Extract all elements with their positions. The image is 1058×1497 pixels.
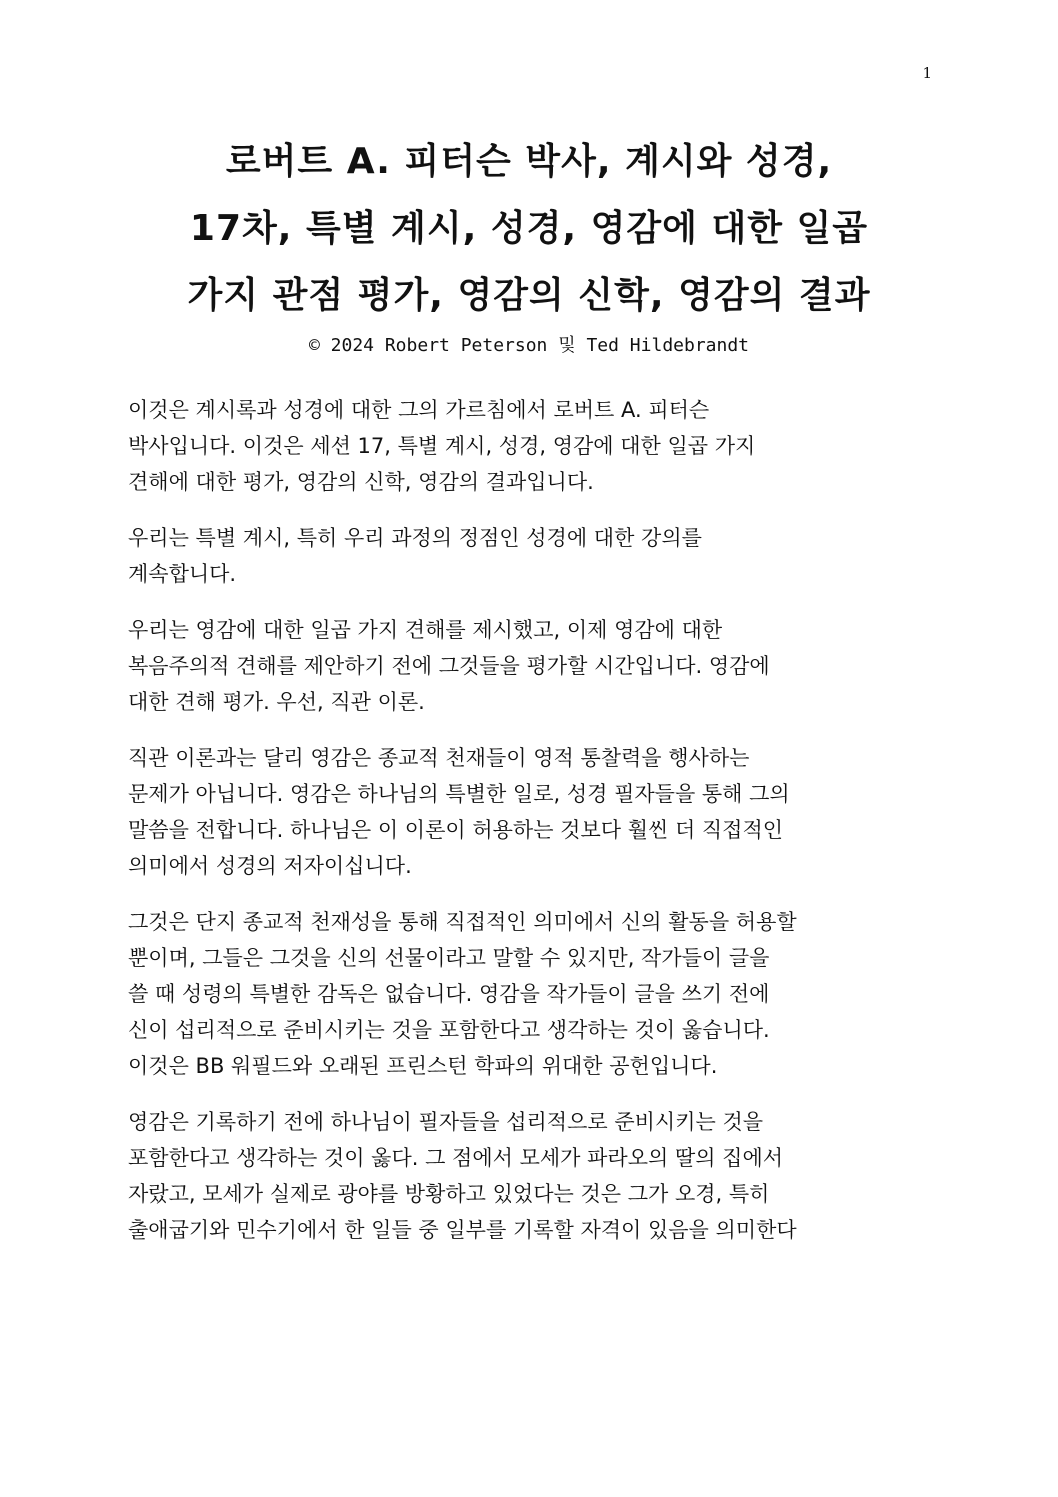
copyright-line: © 2024 Robert Peterson 및 Ted Hildebrandt <box>308 335 750 356</box>
title-line: 가지 관점 평가, 영감의 신학, 영감의 결과 <box>187 275 871 316</box>
paragraph-line: 우리는 특별 계시, 특히 우리 과정의 정점인 성경에 대한 강의를 <box>128 526 702 550</box>
paragraph-line: 대한 견해 평가. 우선, 직관 이론. <box>128 690 425 714</box>
paragraph-line: 직관 이론과는 달리 영감은 종교적 천재들이 영적 통찰력을 행사하는 <box>128 746 750 770</box>
paragraph-line: 쓸 때 성령의 특별한 감독은 없습니다. 영감을 작가들이 글을 쓰기 전에 <box>128 982 770 1006</box>
paragraph-line: 이것은 BB 워필드와 오래된 프린스턴 학파의 위대한 공헌입니다. <box>128 1054 718 1078</box>
paragraph-line: 이것은 계시록과 성경에 대한 그의 가르침에서 로버트 A. 피터슨 <box>128 398 710 422</box>
paragraph-line: 신이 섭리적으로 준비시키는 것을 포함한다고 생각하는 것이 옳습니다. <box>128 1018 770 1042</box>
paragraph-line: 영감은 기록하기 전에 하나님이 필자들을 섭리적으로 준비시키는 것을 <box>128 1110 764 1134</box>
document-body <box>128 392 928 1268</box>
paragraph-line: 자랐고, 모세가 실제로 광야를 방황하고 있었다는 것은 그가 오경, 특히 <box>128 1182 770 1206</box>
paragraph-line: 견해에 대한 평가, 영감의 신학, 영감의 결과입니다. <box>128 470 594 494</box>
paragraph-line: 복음주의적 견해를 제안하기 전에 그것들을 평가할 시간입니다. 영감에 <box>128 654 770 678</box>
paragraph-line: 그것은 단지 종교적 천재성을 통해 직접적인 의미에서 신의 활동을 허용할 <box>128 910 797 934</box>
page-number: 1 <box>922 64 932 82</box>
paragraph <box>128 392 928 500</box>
title-line: 로버트 A. 피터슨 박사, 계시와 성경, <box>225 141 833 182</box>
paragraph <box>128 612 928 720</box>
paragraph-line: 문제가 아닙니다. 영감은 하나님의 특별한 일로, 성경 필자들을 통해 그의 <box>128 782 790 806</box>
paragraph-line: 우리는 영감에 대한 일곱 가지 견해를 제시했고, 이제 영감에 대한 <box>128 618 723 642</box>
paragraph-line: 계속합니다. <box>128 562 237 586</box>
document-title <box>100 128 958 329</box>
paragraph <box>128 520 928 592</box>
paragraph-line: 포함한다고 생각하는 것이 옳다. 그 점에서 모세가 파라오의 딸의 집에서 <box>128 1146 784 1170</box>
paragraph-line: 의미에서 성경의 저자이십니다. <box>128 854 412 878</box>
title-line: 17차, 특별 계시, 성경, 영감에 대한 일곱 <box>189 208 869 249</box>
paragraph <box>128 904 928 1084</box>
paragraph-line: 뿐이며, 그들은 그것을 신의 선물이라고 말할 수 있지만, 작가들이 글을 <box>128 946 770 970</box>
paragraph-line: 박사입니다. 이것은 세션 17, 특별 계시, 성경, 영감에 대한 일곱 가지 <box>128 434 756 458</box>
paragraph <box>128 1104 928 1248</box>
paragraph-line: 말씀을 전합니다. 하나님은 이 이론이 허용하는 것보다 훨씬 더 직접적인 <box>128 818 784 842</box>
paragraph-line: 출애굽기와 민수기에서 한 일들 중 일부를 기록할 자격이 있음을 의미한다 <box>128 1218 797 1242</box>
paragraph <box>128 740 928 884</box>
